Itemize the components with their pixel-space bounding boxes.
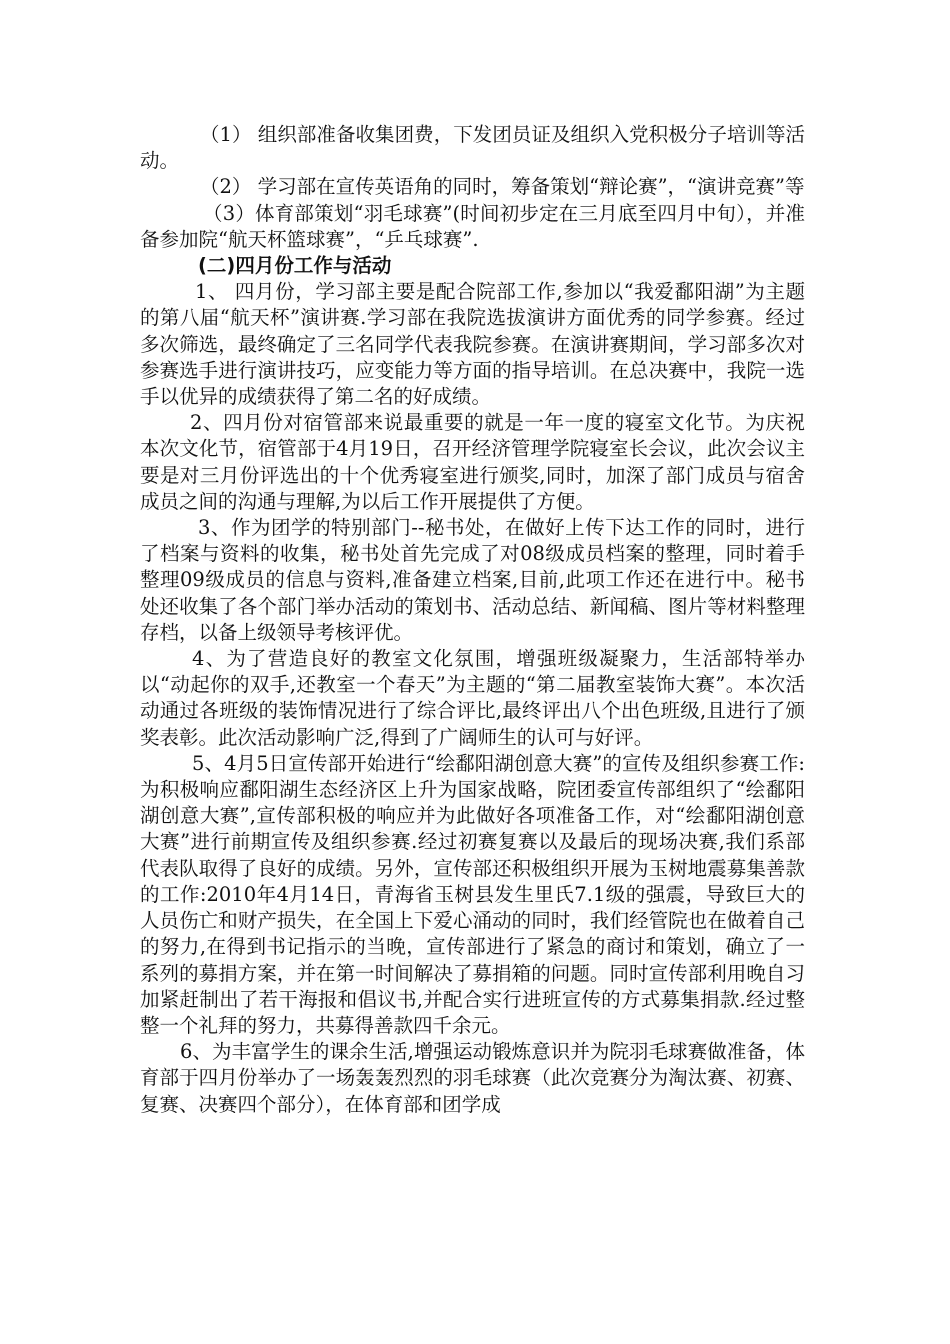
paragraph-5: 5、4月5日宣传部开始进行“绘鄱阳湖创意大赛”的宣传及组织参赛工作:为积极响应鄱阳湖生态经济区上升为国家战略，院团委宣传部组织了“绘鄱阳湖创意大赛”,宣传部积极的响应并为此做好各项准备工作，对“绘鄱阳湖创意大赛”进行前期宣传及组织参赛.经过初赛复赛以及最后的现场决赛,我们系部代表队取得了良好的成绩。另外，宣传部还积极组织开展为玉树地震募集善款的工作:2010年4月14日，青海省玉树县发生里氏7.1级的强震，导致巨大的人员伤亡和财产损失，在全国上下爱心涌动的同时，我们经管院也在做着自己的努力,在得到书记指示的当晚，宣传部进行了紧急的商讨和策划，确立了一系列的募捐方案，并在第一时间解决了募捐箱的问题。同时宣传部利用晚自习加紧赶制出了若干海报和倡议书,并配合实行进班宣传的方式募集捐款.经过整整一个礼拜的努力，共募得善款四千余元。 — [140, 751, 805, 1037]
paragraph-4: 4、为了营造良好的教室文化氛围，增强班级凝聚力，生活部特举办以“动起你的双手,还教室一个春天”为主题的“第二届教室装饰大赛”。本次活动通过各班级的装饰情况进行了综合评比,最终评出八个出色班级,且进行了颁奖表彰。此次活动影响广泛,得到了广阔师生的认可与好评。 — [140, 647, 805, 749]
paragraph-2: 2、四月份对宿管部来说最重要的就是一年一度的寝室文化节。为庆祝本次文化节，宿管部于4月19日，召开经济管理学院寝室长会议，此次会议主要是对三月份评选出的十个优秀寝室进行颁奖,同时，加深了部门成员与宿舍成员之间的沟通与理解,为以后工作开展提供了方便。 — [140, 411, 805, 513]
item-sports-dept: （3）体育部策划“羽毛球赛”(时间初步定在三月底至四月中旬），并准备参加院“航天杯篮球赛”，“乒乓球赛”. — [140, 201, 805, 251]
section-heading: (二)四月份工作与活动 — [198, 254, 392, 278]
item-organization-dept: （1） 组织部准备收集团费，下发团员证及组织入党积极分子培训等活动。 — [140, 123, 805, 173]
item-study-dept: （2） 学习部在宣传英语角的同时，筹备策划“辩论赛”，“演讲竞赛”等 — [200, 175, 805, 199]
paragraph-1: 1、 四月份，学习部主要是配合院部工作,参加以“我爱鄱阳湖”为主题的第八届“航天杯”演讲赛.学习部在我院选拔演讲方面优秀的同学参赛。经过多次筛选，最终确定了三名同学代表我院参赛。在演讲赛期间，学习部多次对参赛选手进行演讲技巧，应变能力等方面的指导培训。在总决赛中，我院一选手以优异的成绩获得了第二名的好成绩。 — [140, 280, 805, 409]
paragraph-6: 6、为丰富学生的课余生活,增强运动锻炼意识并为院羽毛球赛做准备，体育部于四月份举办了一场轰轰烈烈的羽毛球赛（此次竞赛分为淘汰赛、初赛、复赛、决赛四个部分），在体育部和团学成 — [140, 1040, 805, 1116]
document-page — [140, 122, 805, 1118]
paragraph-3: 3、作为团学的特别部门--秘书处，在做好上传下达工作的同时，进行了档案与资料的收集，秘书处首先完成了对08级成员档案的整理，同时着手整理09级成员的信息与资料,准备建立档案,目前,此项工作还在进行中。秘书处还收集了各个部门举办活动的策划书、活动总结、新闻稿、图片等材料整理存档，以备上级领导考核评优。 — [140, 516, 805, 644]
